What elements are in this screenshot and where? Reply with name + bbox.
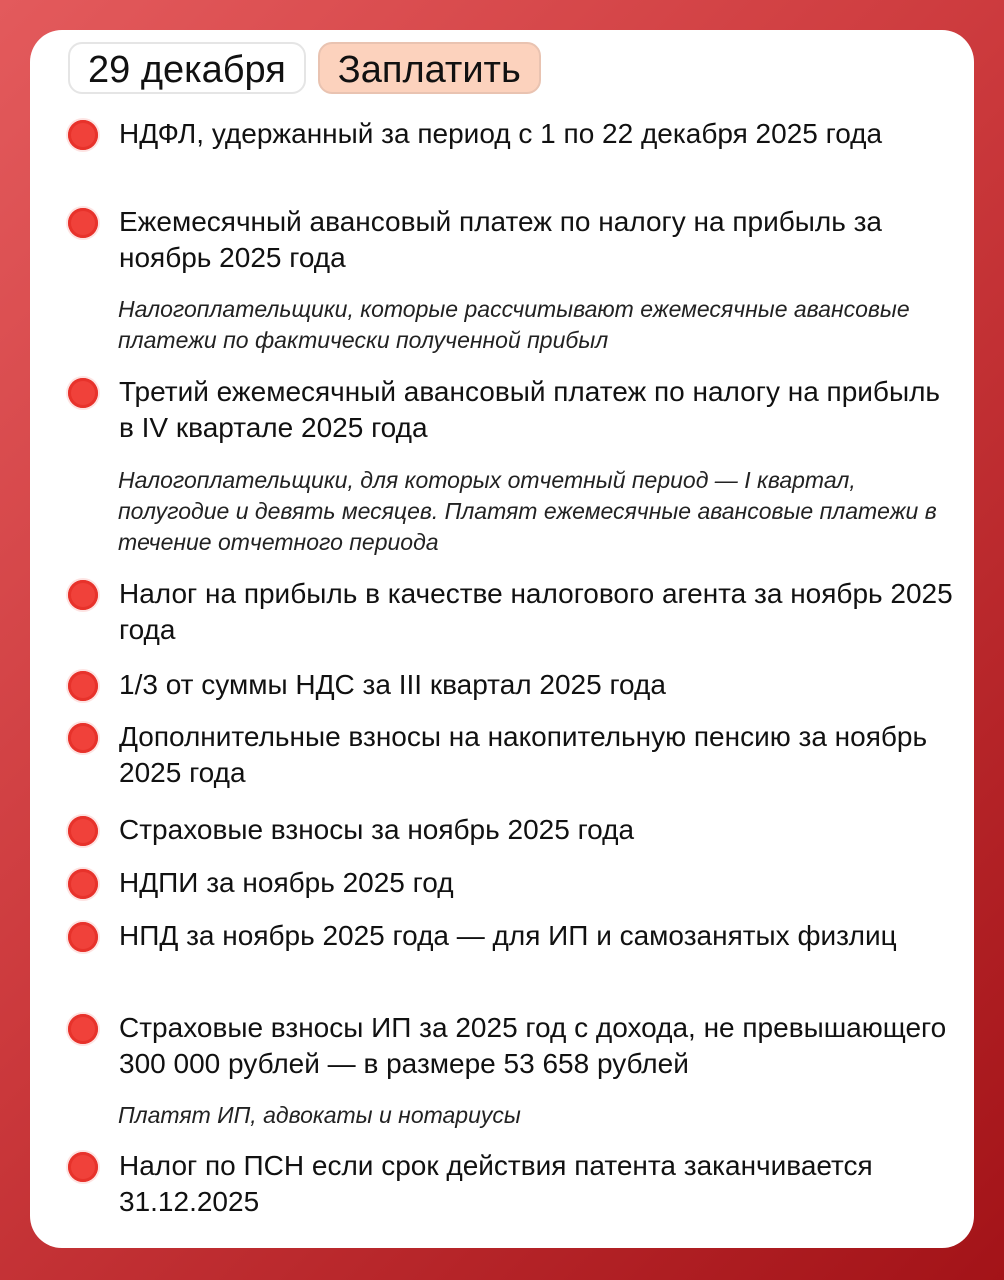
item-title: Налог по ПСН если срок действия патента заканчивается 31.12.2025 — [119, 1150, 873, 1217]
bullet-dot-icon — [68, 378, 98, 408]
bullet-dot-icon — [68, 208, 98, 238]
item-title: Дополнительные взносы на накопительную пенсию за ноябрь 2025 года — [119, 721, 928, 788]
item-title: НДПИ за ноябрь 2025 год — [119, 867, 454, 898]
date-badge: 29 декабря — [68, 42, 306, 94]
item-title: Ежемесячный авансовый платеж по налогу на прибыль за ноябрь 2025 года — [119, 206, 882, 273]
bullet-dot-icon — [68, 922, 98, 952]
bullet-dot-icon — [68, 1014, 98, 1044]
bullet-dot-icon — [68, 723, 98, 753]
item-title: НДФЛ, удержанный за период с 1 по 22 декабря 2025 года — [119, 118, 883, 149]
item-title: Налог на прибыль в качестве налогового агента за ноябрь 2025 года — [119, 578, 953, 645]
tax-calendar-card — [30, 30, 974, 1248]
item-title: 1/3 от суммы НДС за III квартал 2025 года — [119, 669, 666, 700]
item-note: Платят ИП, адвокаты и нотариусы — [118, 1102, 521, 1128]
item-title: Страховые взносы ИП за 2025 год с дохода, не превышающего 300 000 рублей — в размере 53 658 рублей — [119, 1012, 947, 1079]
pay-badge: Заплатить — [318, 42, 541, 94]
item-title: НПД за ноябрь 2025 года — для ИП и самозанятых физлиц — [119, 920, 897, 951]
bullet-dot-icon — [68, 580, 98, 610]
item-note: Налогоплательщики, для которых отчетный период — I квартал, полугодие и девять месяцев. Платят ежемесячные авансовые платежи в течение отчетного периода — [118, 467, 937, 555]
item-title: Третий ежемесячный авансовый платеж по налогу на прибыль в IV квартале 2025 года — [119, 376, 941, 443]
bullet-dot-icon — [68, 671, 98, 701]
item-title: Страховые взносы за ноябрь 2025 года — [119, 814, 635, 845]
bullet-dot-icon — [68, 120, 98, 150]
bullet-dot-icon — [68, 816, 98, 846]
bullet-dot-icon — [68, 1152, 98, 1182]
bullet-dot-icon — [68, 869, 98, 899]
item-note: Налогоплательщики, которые рассчитывают ежемесячные авансовые платежи по фактически полученной прибыл — [118, 296, 910, 353]
card-header — [68, 42, 541, 94]
